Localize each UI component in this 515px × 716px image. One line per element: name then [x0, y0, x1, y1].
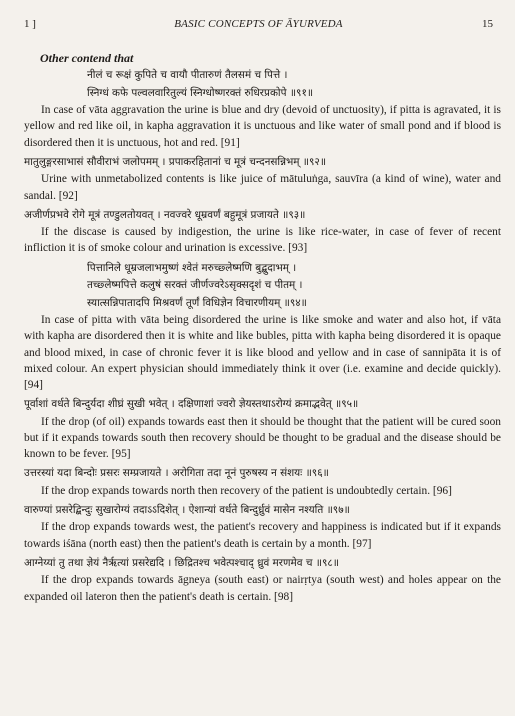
paragraph-text: In case of pitta with vāta being disordered the urine is like smoke and water and also hot, if vāta with kapha are disordered then it is white and like bubles, pitta with kapha being disordered it is opaque and blood mixed, in case of chronic fever it is like blood and yellow and in case of sannipāta it is of mixed colour. An expert physician should immediately think it over (i.e. examine and decide quickly). [94]	[24, 314, 501, 391]
translation-paragraph	[24, 224, 501, 256]
paragraph-text: If the drop expands towards west, the patient's recovery and happiness is indicated but if it expands towards iśāna (north east) then the patient's death is certain by a month. [97]	[24, 521, 501, 550]
sanskrit-verse-line: उत्तरस्यां यदा बिन्दोः प्रसरः सम्प्रजायते । अरोगिता तदा नूनं पुरुषस्य न संशयः ॥९६॥	[24, 467, 329, 480]
sanskrit-verse-line: मातुलुङ्गरसाभासं सौवीराभं जलोपमम् । प्रपाकरहितानां च मूत्रं चन्दनसन्निभम् ॥९२॥	[24, 155, 327, 168]
translation-paragraph	[24, 572, 501, 604]
translation-paragraph	[24, 312, 501, 393]
sanskrit-verse-line: आग्नेय्यां तु तथा ज्ञेयं नैर्ऋत्यां प्रसरेद्यदि । छिद्रितश्च भवेत्पश्चाद् ध्रुवं मरणमेव च ॥९८॥	[24, 556, 339, 569]
sanskrit-verse-line: स्निग्धं कफे पल्वलवारितुल्यं स्निग्धोष्णरक्तं रुधिरप्रकोपे ॥९१॥	[87, 86, 314, 99]
sanskrit-verse-line: अजीर्णप्रभवे रोगे मूत्रं तण्डुलतोयवत् । नवज्वरे धूम्रवर्णं बहुमूत्रं प्रजायते ॥९३॥	[24, 208, 306, 221]
paragraph-text: If the drop expands towards āgneya (south east) or nairṛtya (south west) and holes appear on the expanded oil lateron then the patient's death is certain. [98]	[24, 574, 501, 603]
sanskrit-verse-line: पूर्वाशां वर्धते बिन्दुर्यदा शीघ्रं सुखी भवेत् । दक्षिणाशां ज्वरो ज्ञेयस्तथाऽरोग्यं क्रमाद्भवेत् ॥९५॥	[24, 398, 359, 411]
sanskrit-verse-line: वारुण्यां प्रसरेद्बिन्दुः सुखारोग्यं तदाऽऽदिशेत् । ऐशान्यां वर्धते बिन्दुर्ध्रुवं मासेन नश्यति ॥९७॥	[24, 503, 350, 516]
running-title: BASIC CONCEPTS OF ĀYURVEDA	[174, 18, 343, 30]
translation-paragraph	[24, 171, 501, 203]
paragraph-text: In case of vāta aggravation the urine is blue and dry (devoid of unctuosity), if pitta is agravated, it is yellow and red like oil, in kapha aggravation it is unctuous and like water of small pond and if blood is disordered then it is unctuous, hot and red. [91]	[24, 104, 501, 149]
sanskrit-verse-line: पित्तानिले धूम्रजलाभमुष्णं श्वेतं मरुच्छ्लेष्मणि बुद्बुदाभम् ।	[87, 261, 297, 274]
page-body	[24, 50, 501, 608]
section-title: Other contend that	[40, 51, 134, 65]
paragraph-text: If the drop (of oil) expands towards east then it should be thought that the patient will be cured soon but if it expands towards south then recovery should be thought to be gradual and the disease should be known to be fever. [95]	[24, 415, 501, 461]
paragraph-text: Urine with unmetabolized contents is like juice of mātuluṅga, sauvīra (a kind of wine), water and sandal. [92]	[24, 173, 501, 202]
sanskrit-verse-line: स्यात्सन्निपातादपि मिश्रवर्णं तूर्णं विधिज्ञेन विचारणीयम् ॥९४॥	[87, 296, 307, 309]
paragraph-text: If the discase is caused by indigestion, the urine is like rice-water, in case of fever of recent infliction it is of smoke colour and urination is excessive. [93]	[24, 226, 501, 255]
translation-paragraph	[24, 414, 501, 463]
paragraph-text: If the drop expands towards north then recovery of the patient is undoubtedly certain. [96]	[41, 484, 452, 497]
translation-paragraph	[24, 483, 501, 499]
translation-paragraph	[24, 102, 501, 151]
page-number: 15	[482, 18, 493, 30]
sanskrit-verse-line: तच्छ्लेष्मपित्ते कलुषं सरक्तं जीर्णज्वरेऽसृक्सदृशं च पीतम् ।	[87, 279, 303, 292]
page-header	[24, 18, 493, 32]
translation-paragraph	[24, 519, 501, 551]
chapter-marker: 1 ]	[24, 18, 36, 30]
sanskrit-verse-line: नीलं च रूक्षं कुपिते च वायौ पीतारुणं तैलसमं च पित्ते ।	[87, 69, 288, 82]
